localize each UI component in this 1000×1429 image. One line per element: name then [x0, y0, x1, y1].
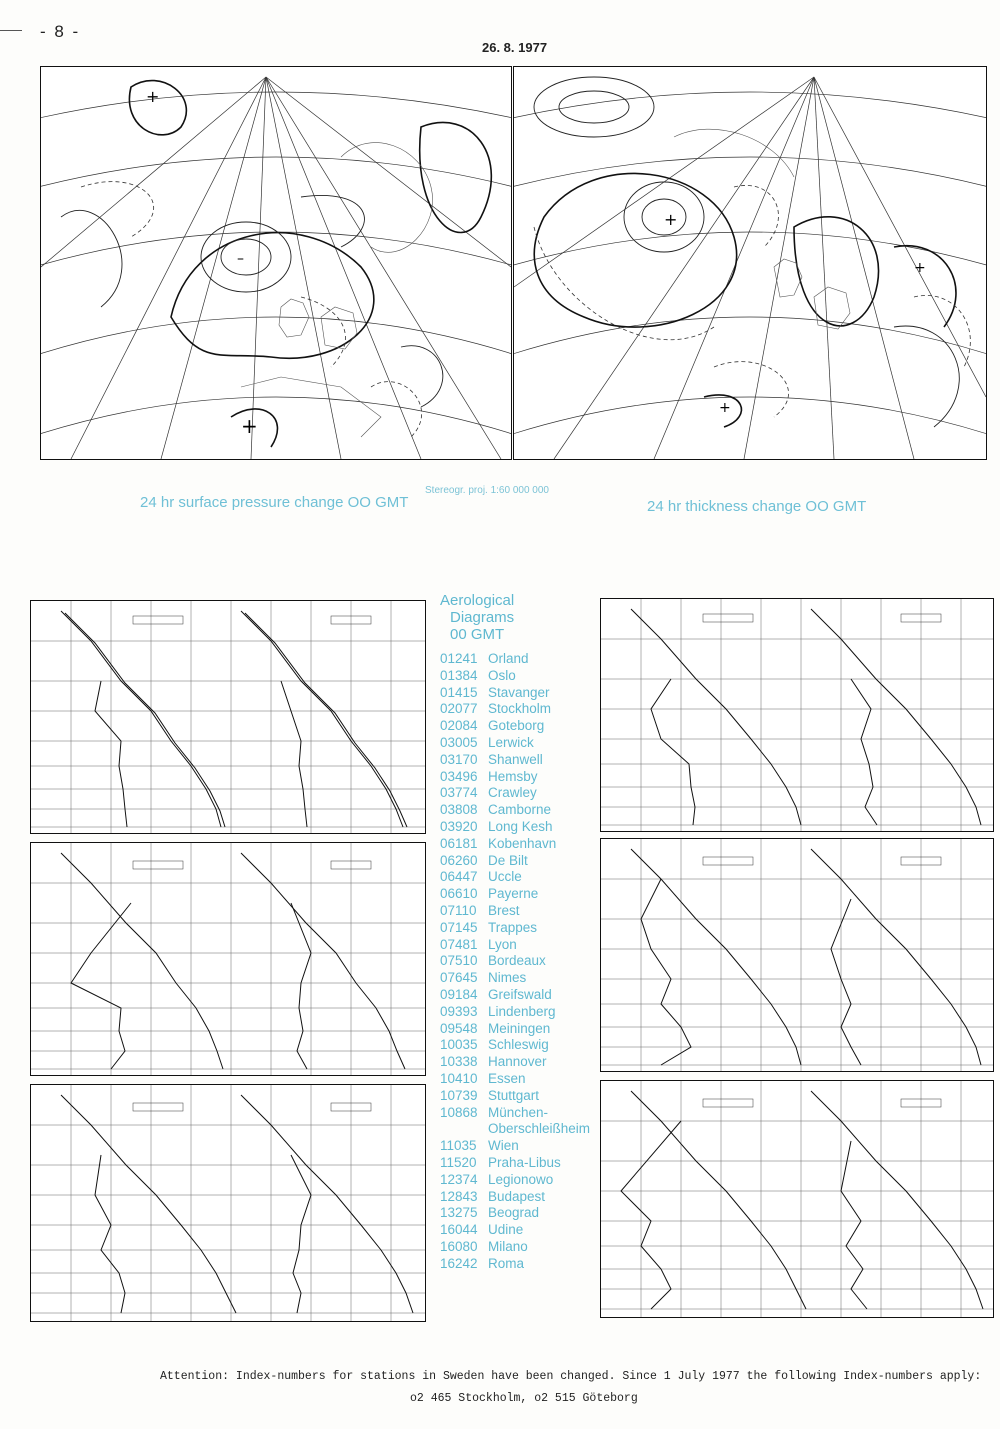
aerological-diagram-left-3 — [30, 1084, 426, 1322]
station-entry — [440, 1054, 590, 1071]
aerological-title-line1: Aerological — [440, 592, 515, 609]
station-index: 12843 — [440, 1188, 478, 1204]
attention-note — [160, 1366, 981, 1410]
station-entry — [440, 735, 590, 752]
station-name: Budapest — [488, 1188, 546, 1204]
station-name: Stockholm — [488, 701, 552, 717]
station-name: Orland — [488, 651, 529, 666]
aerological-diagram-left-2 — [30, 842, 426, 1076]
thickness-change-map — [513, 66, 987, 460]
station-entry — [440, 1004, 590, 1021]
station-name: Kobenhavn — [488, 835, 557, 851]
station-name: Oslo — [488, 667, 516, 683]
station-index: 09184 — [440, 986, 478, 1002]
station-name: Roma — [488, 1255, 525, 1271]
station-name: Meiningen — [488, 1020, 551, 1036]
aerological-title-line2: Diagrams — [450, 609, 515, 626]
aerological-diagram-right-2 — [600, 838, 994, 1072]
station-name: Payerne — [488, 886, 539, 902]
station-index: 10410 — [440, 1070, 478, 1086]
right-map-caption: 24 hr thickness change OO GMT — [647, 498, 867, 515]
attention-line2: o2 465 Stockholm, o2 515 Göteborg — [410, 1392, 638, 1405]
station-name: Greifswald — [488, 986, 552, 1002]
station-name: Long Kesh — [488, 818, 553, 834]
station-name: Lerwick — [488, 734, 534, 750]
station-entry — [440, 769, 590, 786]
station-name: Praha-Libus — [488, 1154, 561, 1170]
station-index: 03808 — [440, 802, 478, 818]
station-entry — [440, 1105, 590, 1122]
station-entry — [440, 1037, 590, 1054]
station-name: Crawley — [488, 785, 537, 801]
station-name: Lindenberg — [488, 1003, 556, 1019]
station-index: 16044 — [440, 1222, 478, 1238]
projection-note: Stereogr. proj. 1:60 000 000 — [425, 485, 549, 496]
station-index: 10338 — [440, 1054, 478, 1070]
station-index: 06260 — [440, 852, 478, 868]
station-index: 10868 — [440, 1104, 478, 1120]
station-name: Goteborg — [488, 718, 545, 734]
station-index: 07481 — [440, 936, 478, 952]
left-map-caption: 24 hr surface pressure change OO GMT — [140, 494, 409, 511]
station-index: 06181 — [440, 835, 478, 851]
svg-text:–: – — [237, 251, 244, 267]
station-entry — [440, 953, 590, 970]
station-name: Milano — [488, 1238, 528, 1254]
station-index: 11035 — [440, 1138, 477, 1154]
aerological-diagram-left-1 — [30, 600, 426, 834]
station-entry — [440, 752, 590, 769]
station-entry — [440, 668, 590, 685]
station-name: Brest — [488, 902, 520, 918]
station-entry — [440, 903, 590, 920]
station-index: 01384 — [440, 667, 478, 683]
station-index: 02084 — [440, 718, 478, 734]
svg-text:+: + — [241, 414, 258, 438]
station-entry — [440, 819, 590, 836]
station-entry — [440, 1021, 590, 1038]
station-entry — [440, 1121, 590, 1138]
station-name: Hannover — [488, 1054, 547, 1070]
station-index: 09393 — [440, 1003, 478, 1019]
station-entry — [440, 836, 590, 853]
station-entry — [440, 1172, 590, 1189]
station-index: 09548 — [440, 1020, 478, 1036]
page-date: 26. 8. 1977 — [482, 40, 548, 55]
station-entry — [440, 853, 590, 870]
page-number: - 8 - — [40, 22, 81, 41]
corner-mark — [0, 30, 22, 31]
station-name: Nimes — [488, 970, 527, 986]
station-index: 10035 — [440, 1037, 478, 1053]
station-name: Trappes — [488, 919, 538, 935]
station-name: Schleswig — [488, 1037, 549, 1053]
station-name: Essen — [488, 1070, 526, 1086]
station-index: 01415 — [440, 684, 478, 700]
aerological-title — [440, 592, 514, 643]
station-index: 03170 — [440, 751, 478, 767]
station-name: Hemsby — [488, 768, 538, 784]
surface-pressure-change-map — [40, 66, 512, 460]
station-name: Wien — [488, 1138, 519, 1154]
station-name: Uccle — [488, 869, 522, 885]
station-index: 03496 — [440, 768, 478, 784]
station-name: München- — [488, 1104, 549, 1120]
station-entry — [440, 718, 590, 735]
station-name: Camborne — [488, 802, 552, 818]
station-index: 16080 — [440, 1238, 478, 1254]
station-entry — [440, 1256, 590, 1273]
station-index: 10739 — [440, 1087, 478, 1103]
station-entry — [440, 1071, 590, 1088]
station-index: 07110 — [440, 902, 477, 918]
station-entry — [440, 869, 590, 886]
station-entry — [440, 886, 590, 903]
station-name: Shanwell — [488, 751, 543, 767]
svg-text:+: + — [719, 400, 731, 416]
station-name: Oberschleißheim — [488, 1121, 591, 1137]
station-name: Lyon — [488, 936, 517, 952]
station-name: Udine — [488, 1222, 524, 1238]
station-entry — [440, 701, 590, 718]
station-index: 12374 — [440, 1171, 478, 1187]
station-index: 03920 — [440, 818, 478, 834]
station-index: 07645 — [440, 970, 478, 986]
station-entry — [440, 987, 590, 1004]
aerological-diagram-right-1 — [600, 598, 994, 832]
station-entry — [440, 970, 590, 987]
station-entry — [440, 1189, 590, 1206]
station-name: Legionowo — [488, 1171, 554, 1187]
station-entry — [440, 1155, 590, 1172]
station-name: Beograd — [488, 1205, 540, 1221]
station-entry — [440, 937, 590, 954]
station-index: 01241 — [440, 651, 478, 666]
aerological-diagram-right-3 — [600, 1080, 994, 1318]
aerological-title-line3: 00 GMT — [450, 626, 505, 643]
station-entry — [440, 1138, 590, 1155]
station-index: 13275 — [440, 1205, 478, 1221]
station-entry — [440, 1205, 590, 1222]
svg-text:+: + — [146, 87, 160, 106]
station-entry — [440, 785, 590, 802]
station-entry — [440, 1239, 590, 1256]
station-index: 16242 — [440, 1255, 478, 1271]
station-entry — [440, 802, 590, 819]
station-index: 06447 — [440, 869, 478, 885]
station-name: De Bilt — [488, 852, 528, 868]
station-index: 06610 — [440, 886, 478, 902]
station-entry — [440, 1088, 590, 1105]
station-entry — [440, 1222, 590, 1239]
station-index: 07145 — [440, 919, 478, 935]
station-index: 02077 — [440, 701, 478, 717]
station-list — [440, 651, 590, 1272]
station-index: 03774 — [440, 785, 478, 801]
station-entry — [440, 920, 590, 937]
svg-text:+: + — [664, 210, 678, 229]
svg-text:+: + — [914, 260, 926, 276]
station-name: Stavanger — [488, 684, 550, 700]
attention-line1: Attention: Index-numbers for stations in Sweden have been changed. Since 1 July 1977 the following Index-numbers apply: — [160, 1370, 982, 1383]
station-index: 11520 — [440, 1154, 477, 1170]
station-entry — [440, 651, 590, 668]
station-name: Bordeaux — [488, 953, 546, 969]
station-name: Stuttgart — [488, 1087, 540, 1103]
station-index: 07510 — [440, 953, 478, 969]
station-entry — [440, 685, 590, 702]
station-index: 03005 — [440, 734, 478, 750]
